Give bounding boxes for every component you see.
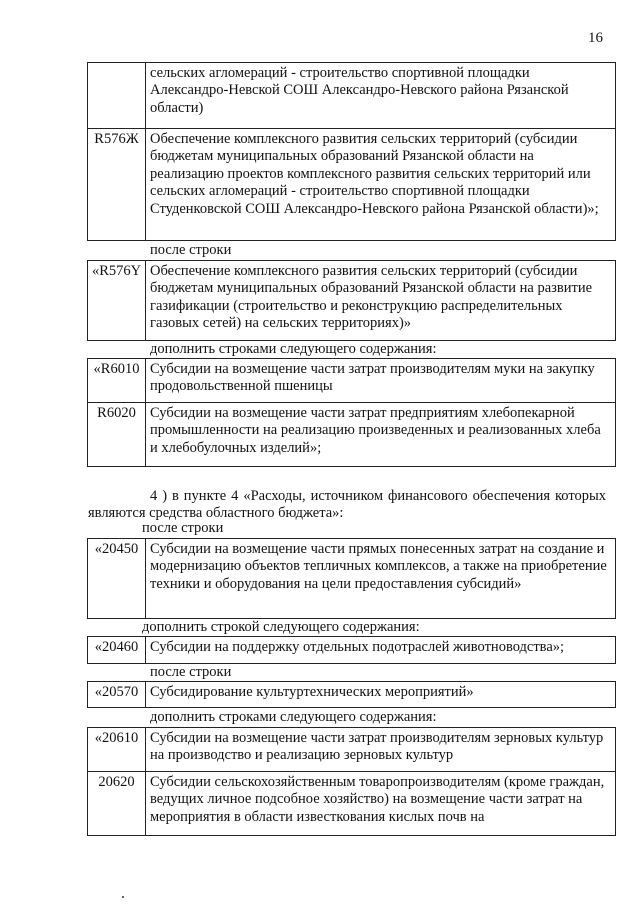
table-row xyxy=(88,539,616,619)
page-number: 16 xyxy=(588,30,603,46)
code-cell xyxy=(88,63,146,129)
description-cell: Обеспечение комплексного развития сельских территорий (субсидии бюджетам муниципальных образований Рязанской области на развитие газификации (строительство и реконструкцию распределительных газовых сетей) на сельских территориях)» xyxy=(146,261,616,341)
after-row-line: после строки xyxy=(150,242,232,258)
code-cell: R6020 xyxy=(88,403,146,467)
table-row xyxy=(88,637,616,664)
description-cell: Субсидии на возмещение части затрат предприятиям хлебопекарной промышленности на реализацию произведенных и реализованных хлеба и хлебобулочных изделий»; xyxy=(146,403,616,467)
description-cell: Субсидии на возмещение части затрат производителям зерновых культур на производство и реализацию зерновых культур xyxy=(146,728,616,772)
table-row xyxy=(88,63,616,129)
table-row xyxy=(88,682,616,708)
description-cell: Обеспечение комплексного развития сельских территорий (субсидии бюджетам муниципальных образований Рязанской области на реализацию проектов комплексного развития сельских территорий или сельских агломераций - строительство спортивной площадки Студенковской СОШ Александро-Невского района Рязанской области)»; xyxy=(146,129,616,241)
paragraph-4: 4 ) в пункте 4 «Расходы, источником финансового обеспечения которых являются средства областного бюджета»: xyxy=(88,488,606,522)
table-row xyxy=(88,728,616,772)
budget-codes-table-3 xyxy=(87,358,616,467)
description-cell: Субсидии сельскохозяйственным товаропроизводителям (кроме граждан, ведущих личное подсобное хозяйство) на возмещение части затрат на мероприятия в области известкования кислых почв на xyxy=(146,772,616,836)
budget-codes-table-4 xyxy=(87,538,616,619)
budget-codes-table-6 xyxy=(87,681,616,708)
scan-speck xyxy=(122,896,124,898)
budget-codes-table-2 xyxy=(87,260,616,341)
description-cell: Субсидии на возмещение части прямых понесенных затрат на создание и модернизацию объектов тепличных комплексов, а также на приобретение техники и оборудования на цели предоставления субсидий» xyxy=(146,539,616,619)
code-cell: «20610 xyxy=(88,728,146,772)
code-cell: «R576Y xyxy=(88,261,146,341)
after-row-line: после строки xyxy=(142,520,224,536)
table-row xyxy=(88,403,616,467)
code-cell: R576Ж xyxy=(88,129,146,241)
code-cell: 20620 xyxy=(88,772,146,836)
table-row xyxy=(88,359,616,403)
description-cell: Субсидии на поддержку отдельных подотраслей животноводства»; xyxy=(146,637,616,664)
description-cell: Субсидии на возмещение части затрат производителям муки на закупку продовольственной пшеницы xyxy=(146,359,616,403)
add-row-line: дополнить строкой следующего содержания: xyxy=(142,619,420,635)
table-row xyxy=(88,261,616,341)
budget-codes-table-5 xyxy=(87,636,616,664)
description-cell: Субсидирование культуртехнических мероприятий» xyxy=(146,682,616,708)
code-cell: «R6010 xyxy=(88,359,146,403)
code-cell: «20460 xyxy=(88,637,146,664)
add-rows-line: дополнить строками следующего содержания: xyxy=(150,709,437,725)
description-cell: сельских агломераций - строительство спортивной площадки Александро-Невской СОШ Александро-Невского района Рязанской области) xyxy=(146,63,616,129)
code-cell: «20570 xyxy=(88,682,146,708)
after-row-line: после строки xyxy=(150,664,232,680)
table-row xyxy=(88,772,616,836)
budget-codes-table-1 xyxy=(87,62,616,241)
table-row xyxy=(88,129,616,241)
code-cell: «20450 xyxy=(88,539,146,619)
add-rows-line: дополнить строками следующего содержания: xyxy=(150,341,437,357)
budget-codes-table-7 xyxy=(87,727,616,836)
